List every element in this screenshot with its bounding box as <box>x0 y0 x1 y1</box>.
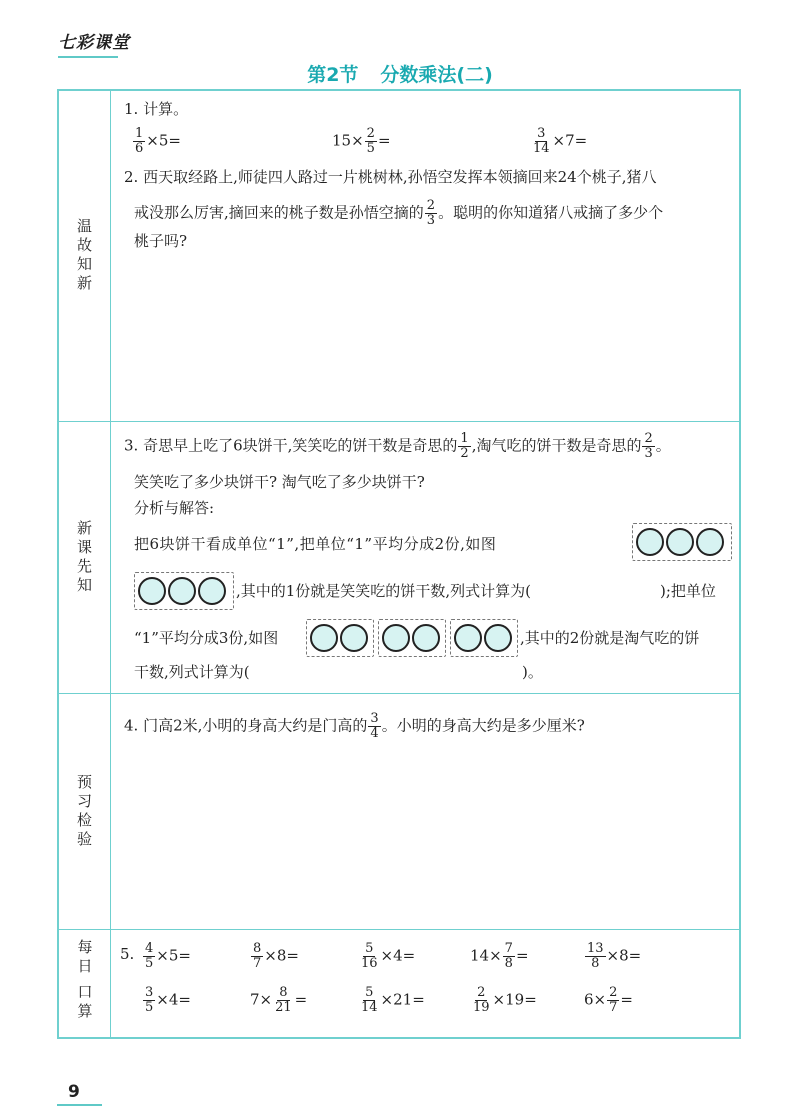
newlesson-row <box>59 422 739 694</box>
review-label: 温故知新 <box>59 91 111 421</box>
newlesson-label: 新课先知 <box>59 422 111 693</box>
r1-expr-3: $\frac{5}{16}$ ×4= <box>361 941 416 971</box>
r2-expr-5: 6× $\frac{2}{7}$ = <box>584 985 633 1015</box>
q3-line2: 笑笑吃了多少块饼干? 淘气吃了多少块饼干? <box>134 473 425 491</box>
page-title <box>0 60 800 87</box>
q3-line6-left: “1”平均分成3份,如图 <box>134 629 279 647</box>
r2-expr-4: $\frac{2}{19}$ ×19= <box>473 985 537 1015</box>
r1-expr-2: $\frac{8}{7}$ ×8= <box>253 941 299 971</box>
cookie-circle <box>138 577 166 605</box>
q1-label: 1. 计算。 <box>124 100 189 118</box>
q3-line5-right: );把单位 <box>660 582 716 600</box>
q3-line5-left: ,其中的1份就是笑笑吃的饼干数,列式计算为( <box>236 582 531 600</box>
cookie-circle <box>666 528 694 556</box>
q3-line7-left: 干数,列式计算为( <box>134 663 250 681</box>
q2-line2: 戒没那么厉害,摘回来的桃子数是孙悟空摘的 $\frac{2}{3}$ 。聪明的你知道猪八戒摘了多少个 <box>134 198 664 228</box>
cookie-circle <box>454 624 482 652</box>
q4-text: 4. 门高2米,小明的身高大约是门高的 $\frac{3}{4}$ 。小明的身高大约是多少厘米? <box>124 711 585 741</box>
cookie-circle <box>484 624 512 652</box>
q3-line1: 3. 奇思早上吃了6块饼干,笑笑吃的饼干数是奇思的 $\frac{1}{2}$ ,淘气吃的饼干数是奇思的 $\frac{2}{3}$ 。 <box>124 431 671 461</box>
preview-label: 预习检验 <box>59 694 111 929</box>
cookie-group-half-2 <box>134 572 234 610</box>
q3-line3: 分析与解答: <box>134 499 215 517</box>
cookie-circle <box>696 528 724 556</box>
page-number-underline <box>57 1104 102 1106</box>
q1-expr-1: $\frac{1}{6}$ ×5= <box>135 126 181 156</box>
q2-line3: 桃子吗? <box>134 232 188 250</box>
q3-line4: 把6块饼干看成单位“1”,把单位“1”平均分成2份,如图 <box>134 535 497 553</box>
r1-expr-5: $\frac{13}{8}$ ×8= <box>587 941 642 971</box>
daily-label: 每日 口算 <box>59 930 111 1037</box>
preview-row <box>59 694 739 930</box>
q2-line1: 2. 西天取经路上,师徒四人路过一片桃树林,孙悟空发挥本领摘回来24个桃子,猪八 <box>124 168 657 186</box>
cookie-circle <box>636 528 664 556</box>
worksheet-frame <box>57 89 741 1039</box>
cookie-circle <box>310 624 338 652</box>
q5-label: 5. <box>120 945 135 963</box>
r2-expr-2: 7× $\frac{8}{21}$ = <box>250 985 308 1015</box>
q1-expr-3: $\frac{3}{14}$ ×7= <box>533 126 588 156</box>
section-number: 第2节 <box>307 64 359 86</box>
q3-line7-right: )。 <box>522 663 543 681</box>
logo-underline <box>58 56 118 58</box>
cookie-group-third-1 <box>306 619 374 657</box>
cookie-group-third-2 <box>378 619 446 657</box>
section-name: 分数乘法(二) <box>380 64 493 86</box>
r1-expr-4: 14× $\frac{7}{8}$ = <box>470 941 529 971</box>
cookie-group-half-1 <box>632 523 732 561</box>
cookie-circle <box>382 624 410 652</box>
r2-expr-1: $\frac{3}{5}$ ×4= <box>145 985 191 1015</box>
cookie-group-third-3 <box>450 619 518 657</box>
review-row <box>59 91 739 422</box>
r2-expr-3: $\frac{5}{14}$ ×21= <box>361 985 425 1015</box>
cookie-circle <box>168 577 196 605</box>
brand-logo: 七彩课堂 <box>58 33 130 53</box>
page-number: 9 <box>68 1082 80 1102</box>
cookie-circle <box>340 624 368 652</box>
q3-line6-right: ,其中的2份就是淘气吃的饼 <box>520 629 700 647</box>
cookie-circle <box>198 577 226 605</box>
r1-expr-1: $\frac{4}{5}$ ×5= <box>145 941 191 971</box>
cookie-circle <box>412 624 440 652</box>
daily-row <box>59 930 739 1037</box>
q1-expr-2: 15× $\frac{2}{5}$ = <box>332 126 391 156</box>
